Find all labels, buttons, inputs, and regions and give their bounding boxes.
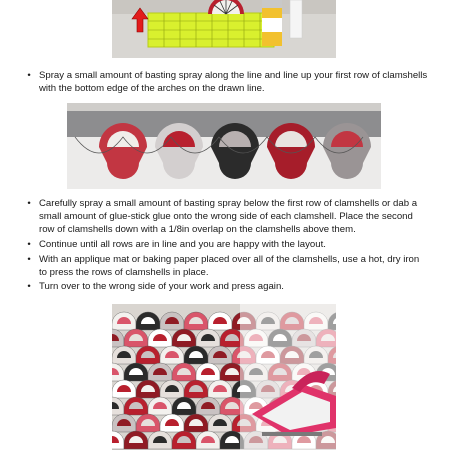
- instruction-step: [24, 253, 429, 279]
- instruction-list-top: [24, 69, 429, 97]
- photo-ruler-and-spray: [112, 0, 336, 58]
- step-text: With an applique mat or baking paper placed over all of the clamshells, use a hot, dry iron to press the rows of clamshells in place.: [39, 253, 420, 278]
- photo-first-row-clamshells: [67, 103, 381, 189]
- bullet-icon: •: [27, 239, 31, 250]
- instruction-step: [24, 197, 429, 237]
- step-text: Turn over to the wrong side of your work and press again.: [39, 281, 284, 293]
- bullet-icon: •: [27, 198, 31, 209]
- instruction-step: [24, 69, 429, 95]
- step-text: Spray a small amount of basting spray along the line and line up your first row of clamshells with the bottom edge of the arches on the drawn line.: [39, 70, 428, 95]
- bullet-icon: •: [27, 70, 31, 81]
- bullet-icon: •: [27, 253, 31, 265]
- step-text: Carefully spray a small amount of basting spray below the first row of clamshells or dab a small amount of glue-stick glue onto the wrong side of each clamshell. Place the second row of clamshells down with a 1/8in overlap on the clamshells above them.: [39, 198, 418, 236]
- photo-clamshell-quilt-iron: [112, 304, 336, 450]
- instruction-step: [24, 238, 429, 251]
- instruction-list-bottom: [24, 197, 429, 295]
- bullet-icon: •: [27, 281, 31, 293]
- step-text: Continue until all rows are in line and you are happy with the layout.: [39, 239, 326, 250]
- instruction-step: [24, 280, 429, 293]
